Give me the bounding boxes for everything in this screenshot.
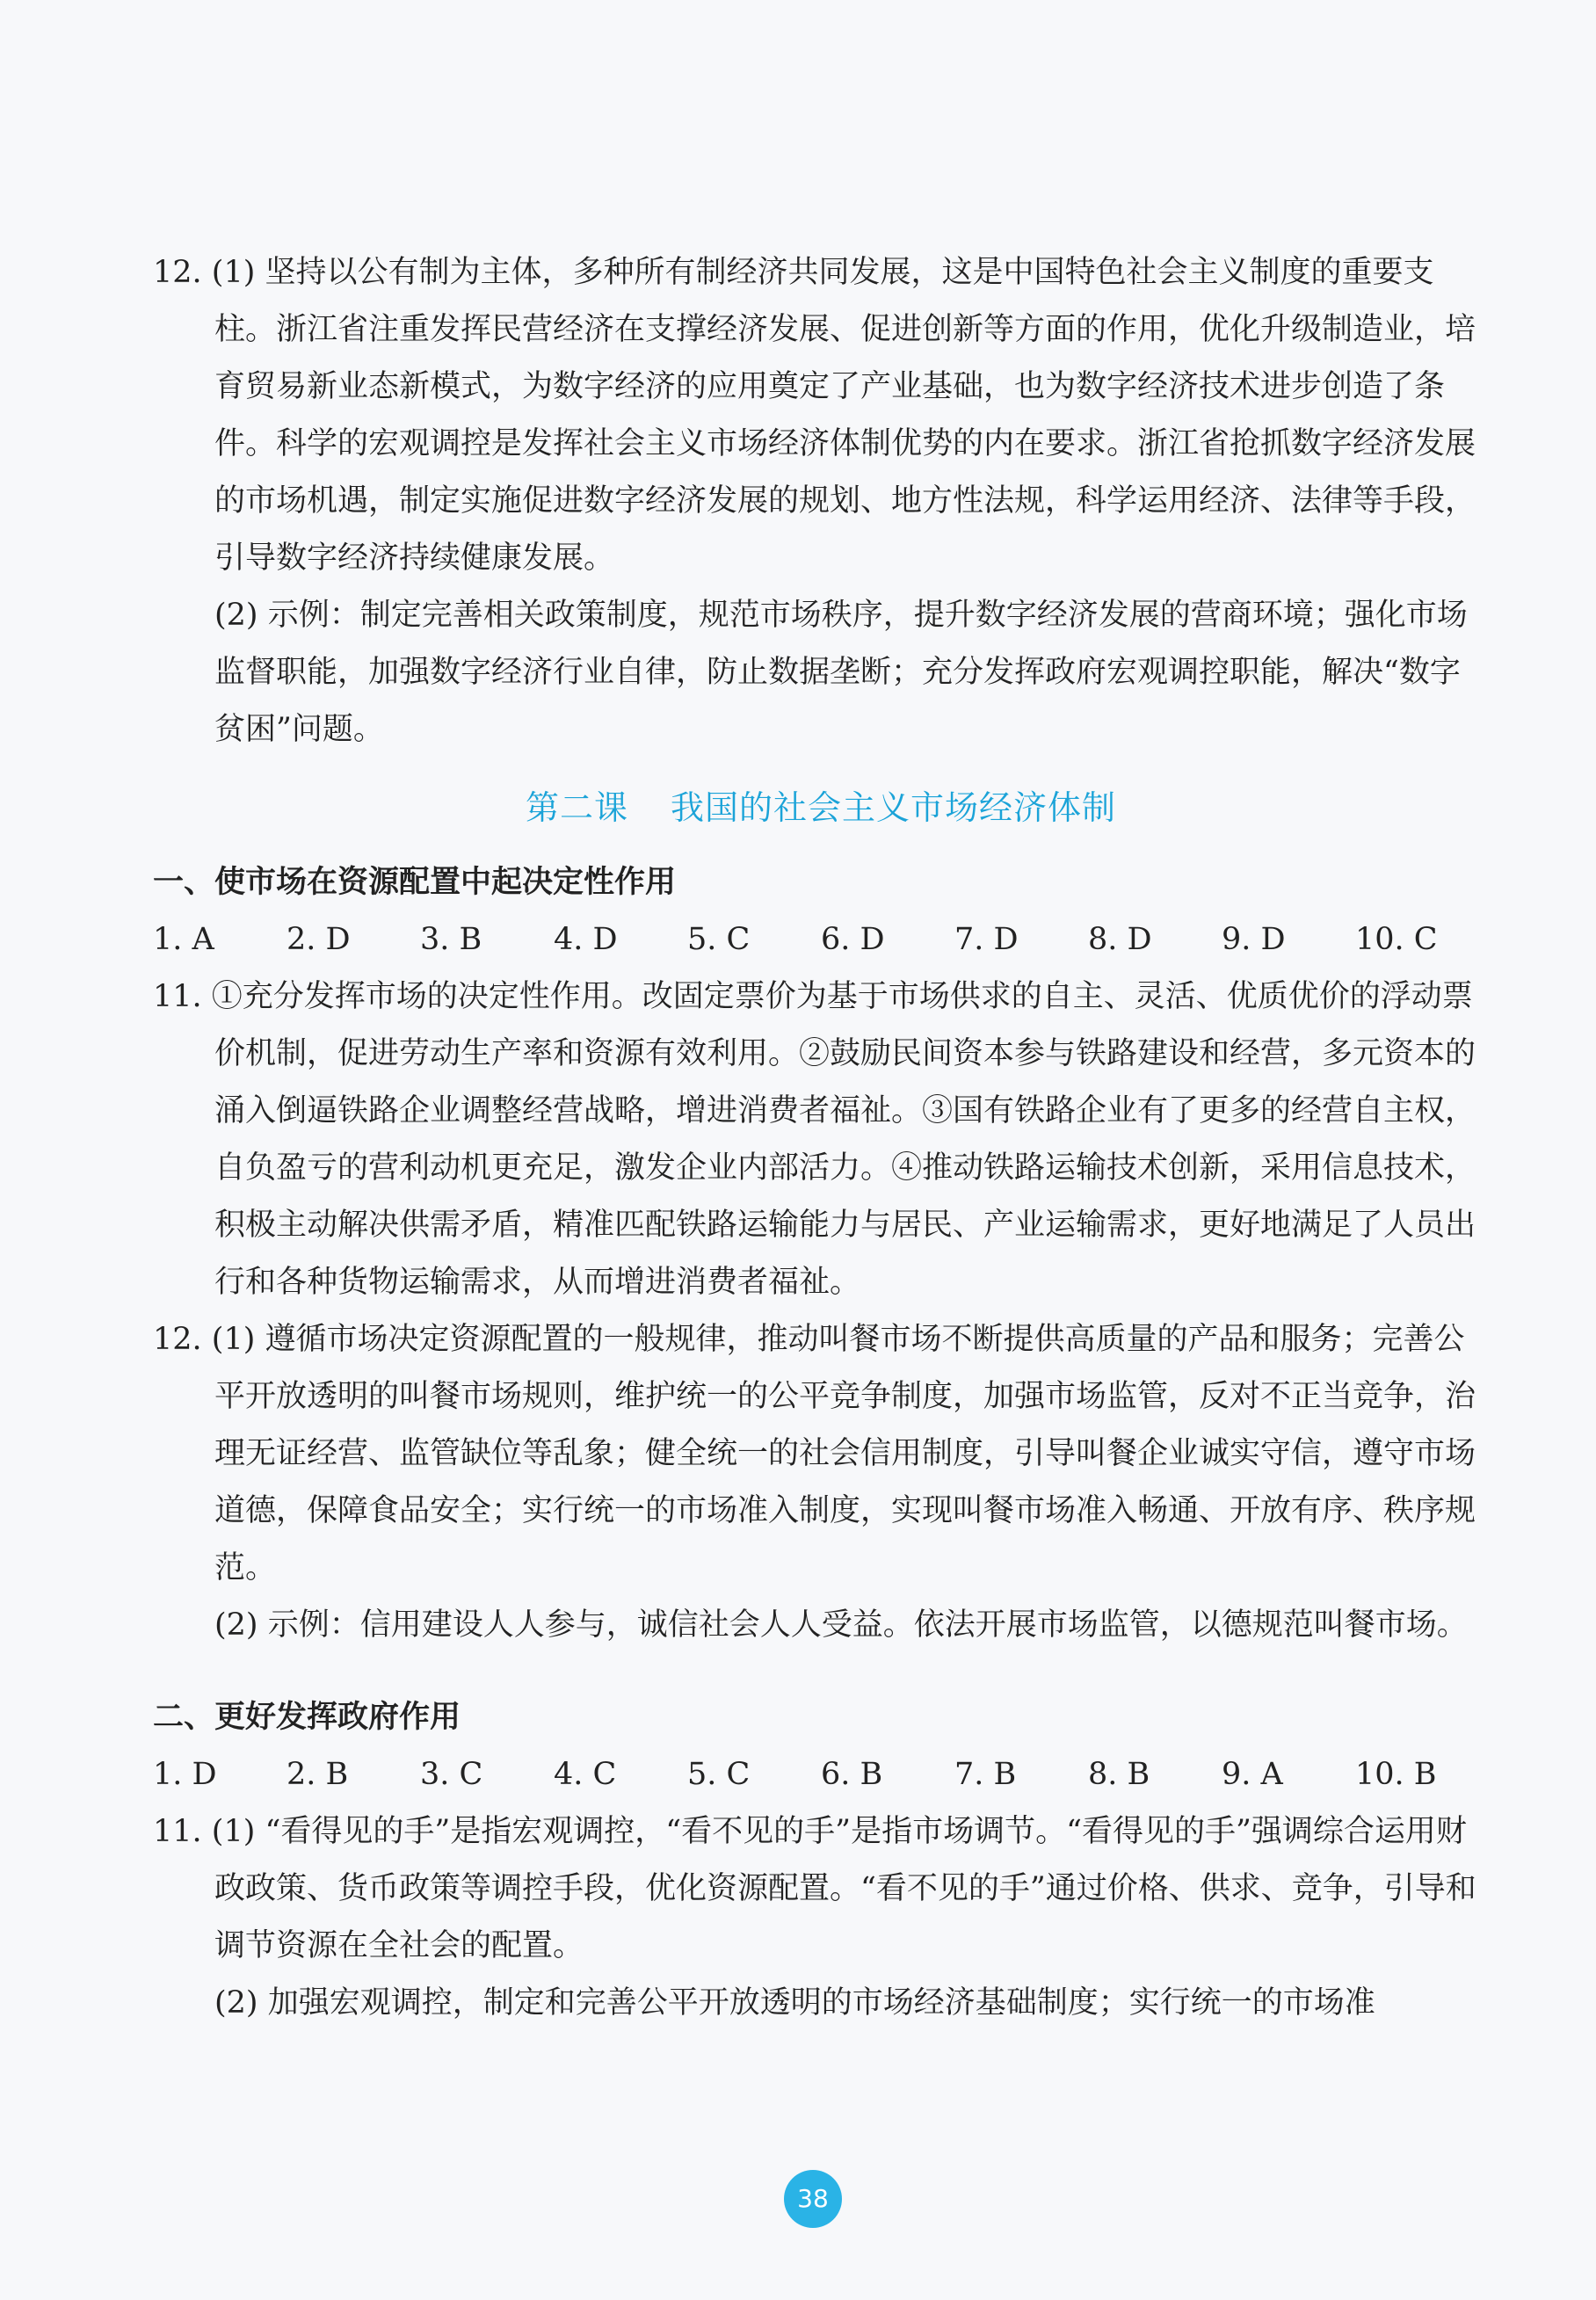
answer: 6. B [821,1757,883,1792]
answer: 10. C [1355,922,1438,957]
answer: 7. B [954,1757,1017,1792]
lesson-number: 第二课 [525,788,628,827]
answer: 1. A [153,922,214,957]
answer: 4. C [554,1757,617,1792]
answer: 5. C [687,1757,751,1792]
answer: 5. C [687,922,751,957]
lesson-name: 我国的社会主义市场经济体制 [671,788,1117,827]
section2-q11-1: 11. (1) “看得见的手”是指宏观调控，“看不见的手”是指市场调节。“看得见的手”强调综合运用财政政策、货币政策等调控手段，优化资源配置。“看不见的手”通过价格、供求、竞争，引导和调节资源在全社会的配置。 [153,1814,1476,1963]
answer: 8. D [1088,922,1152,957]
answer: 2. D [287,922,351,957]
answer: 4. D [554,922,618,957]
answer: 10. B [1355,1757,1437,1792]
section1-q11: 11. ①充分发挥市场的决定性作用。改固定票价为基于市场供求的自主、灵活、优质优价的浮动票价机制，促进劳动生产率和资源有效利用。②鼓励民间资本参与铁路建设和经营，多元资本的涌入倒逼铁路企业调整经营战略，增进消费者福祉。③国有铁路企业有了更多的经营自主权，自负盈亏的营利动机更充足，激发企业内部活力。④推动铁路运输技术创新，采用信息技术，积极主动解决供需矛盾，精准匹配铁路运输能力与居民、产业运输需求，更好地满足了人员出行和各种货物运输需求，从而增进消费者福祉。 [153,979,1476,1300]
part1-q12-1: 12. (1) 坚持以公有制为主体，多种所有制经济共同发展，这是中国特色社会主义制度的重要支柱。浙江省注重发挥民营经济在支撑经济发展、促进创新等方面的作用，优化升级制造业，培育贸易新业态新模式，为数字经济的应用奠定了产业基础，也为数字经济技术进步创造了条件。科学的宏观调控是发挥社会主义市场经济体制优势的内在要求。浙江省抢抓数字经济发展的市场机遇，制定实施促进数字经济发展的规划、地方性法规，科学运用经济、法律等手段，引导数字经济持续健康发展。 [153,255,1476,576]
answer: 2. B [287,1757,349,1792]
lesson-title [153,780,1489,837]
page-number: 38 [784,2170,842,2228]
answer: 3. C [420,1757,483,1792]
section1-heading: 一、使市场在资源配置中起决定性作用 [153,865,677,900]
section1-answers [153,911,1489,969]
answer: 9. D [1222,922,1286,957]
answer: 9. A [1222,1757,1283,1792]
section2-answers [153,1746,1489,1803]
answer: 1. D [153,1757,217,1792]
section2-heading: 二、更好发挥政府作用 [153,1700,461,1735]
part1-q12-2: (2) 示例：制定完善相关政策制度，规范市场秩序，提升数字经济发展的营商环境；强化市场监督职能，加强数字经济行业自律，防止数据垄断；充分发挥政府宏观调控职能，解决“数字贫困”问题。 [214,598,1468,747]
answer: 6. D [821,922,885,957]
section1-q12-1: 12. (1) 遵循市场决定资源配置的一般规律，推动叫餐市场不断提供高质量的产品和服务；完善公平开放透明的叫餐市场规则，维护统一的公平竞争制度，加强市场监管，反对不正当竞争，治理无证经营、监管缺位等乱象；健全统一的社会信用制度，引导叫餐企业诚实守信，遵守市场道德，保障食品安全；实行统一的市场准入制度，实现叫餐市场准入畅通、开放有序、秩序规范。 [153,1322,1476,1585]
section1-q12-2: (2) 示例：信用建设人人参与，诚信社会人人受益。依法开展市场监管，以德规范叫餐市场。 [214,1607,1468,1643]
section2-q11-2: (2) 加强宏观调控，制定和完善公平开放透明的市场经济基础制度；实行统一的市场准 [214,1985,1375,2021]
answer: 7. D [954,922,1019,957]
answer: 8. B [1088,1757,1150,1792]
answer-page [153,244,1489,2032]
answer: 3. B [420,922,482,957]
